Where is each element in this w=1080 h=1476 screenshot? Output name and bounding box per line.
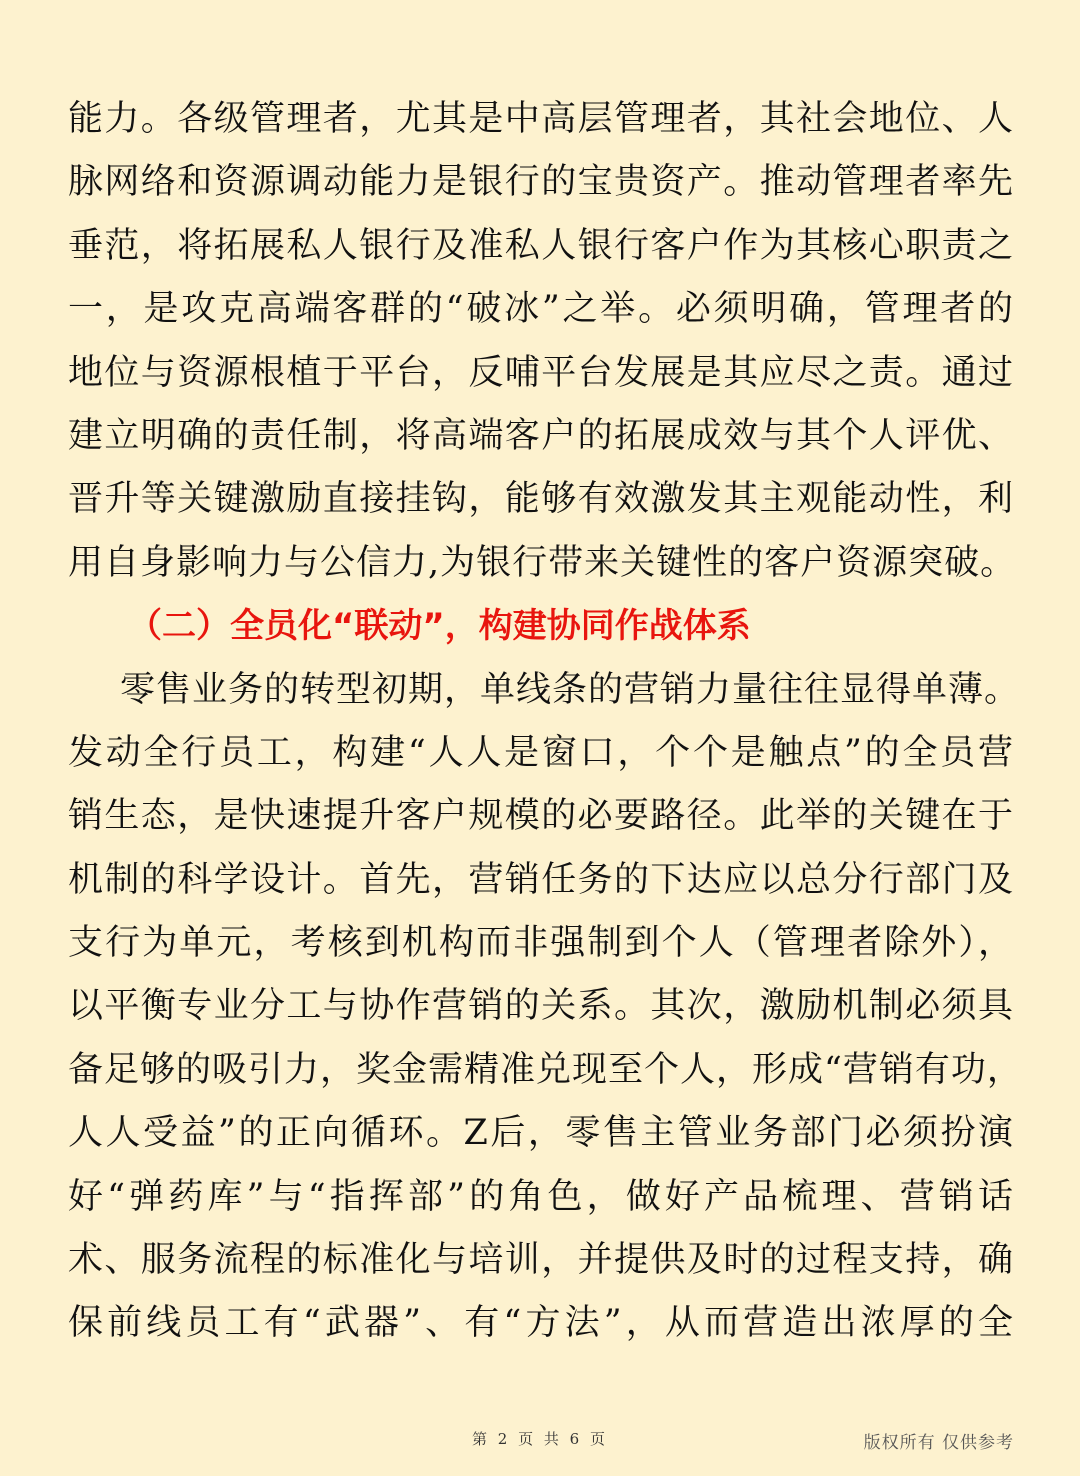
paragraph-line: 零售业务的转型初期，单线条的营销力量往往显得单薄。 [120,669,1021,710]
paragraph-line: 发动全行员工，构建“人人是窗口，个个是触点”的全员营 [68,732,1014,773]
paragraph-line: 好“弹药库”与“指挥部”的角色，做好产品梳理、营销话 [68,1176,1014,1217]
document-body [68,88,1023,1356]
paragraph-line: 地位与资源根植于平台，反哺平台发展是其应尽之责。通过 [68,352,1014,393]
paragraph-line: 机制的科学设计。首先，营销任务的下达应以总分行部门及 [68,859,1014,900]
copyright-notice: 版权所有 仅供参考 [863,1433,1014,1453]
paragraph-line: 支行为单元，考核到机构而非强制到个人（管理者除外）， [68,923,1014,964]
paragraph-line: 用自身影响力与公信力,为银行带来关键性的客户资源突破。 [68,542,1017,583]
paragraph-line: 以平衡专业分工与协作营销的关系。其次，激励机制必须具 [68,986,1014,1027]
page-number: 第 2 页 共 6 页 [472,1430,608,1448]
paragraph-line: 人人受益”的正向循环。Z后，零售主管业务部门必须扮演 [68,1113,1014,1154]
paragraph-line: 建立明确的责任制，将高端客户的拓展成效与其个人评优、 [68,415,1014,456]
paragraph-line: 晋升等关键激励直接挂钩，能够有效激发其主观能动性，利 [68,479,1014,520]
paragraph-line: 垂范，将拓展私人银行及准私人银行客户作为其核心职责之 [68,225,1014,266]
paragraph-line: 脉网络和资源调动能力是银行的宝贵资产。推动管理者率先 [68,162,1014,203]
paragraph-line: 术、服务流程的标准化与培训，并提供及时的过程支持，确 [68,1240,1014,1281]
paragraph-line: 能力。各级管理者，尤其是中高层管理者，其社会地位、人 [68,99,1014,139]
paragraph-line: 一，是攻克高端客群的“破冰”之举。必须明确，管理者的 [68,289,1014,330]
paragraph-line: 销生态，是快速提升客户规模的必要路径。此举的关键在于 [68,796,1014,837]
paragraph-line: 备足够的吸引力，奖金需精准兑现至个人，形成“营销有功， [68,1049,1023,1090]
paragraph-line: 保前线员工有“武器”、有“方法”，从而营造出浓厚的全 [68,1303,1014,1344]
section-heading: （二）全员化“联动”，构建协同作战体系 [128,606,751,647]
